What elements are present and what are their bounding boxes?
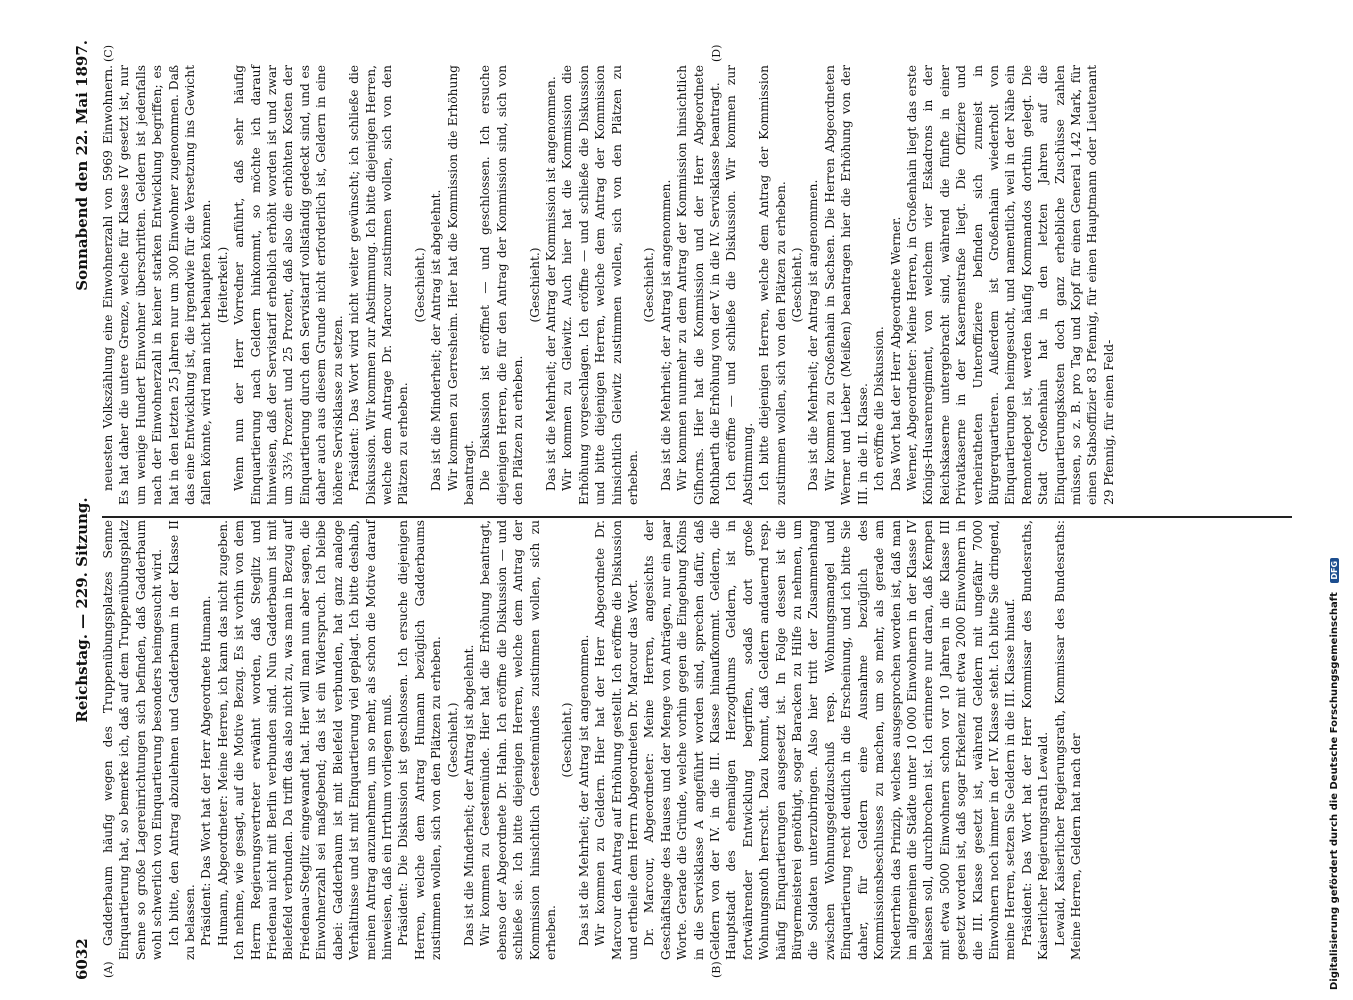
paragraph: (Geschieht.) [560, 702, 575, 778]
paragraph: Ich eröffne die Diskussion. [872, 326, 887, 491]
paragraph: neuesten Volkszählung eine Einwohnerzahl von 5969 Einwohnern. Es hat daher die untere Grenze, welche für Klasse IV gesetzt ist, nur um wenige Hundert Einwohner überschritten. Geldern ist jedenfalls nach der Einwohnerzahl in keiner starken Entwicklung begriffen; es hat in den letzten 25 Jahren nur um 300 Einwohner zugenommen. Daß das eine Entwicklung ist, die irgendwie für die Versetzung ins Gewicht fallen könnte, wird man nicht behaupten können. [101, 65, 214, 505]
paragraph: Das ist die Mehrheit; der Antrag ist angenommen. [576, 634, 591, 946]
paragraph: Wir kommen zu Geldern. Hier hat der Herr Abgeordnete Dr. Marcour den Antrag auf Erhöhung gestellt. Ich eröffne die Diskussion und ertheile dem Herrn Abgeordneten Dr. Marcour das Wort. [593, 520, 640, 960]
paragraph: Wir kommen zu Gleiwitz. Auch hier hat die Kommission die Erhöhung vorgeschlagen. Ich eröffne — und schließe die Diskussion und bitte diejenigen Herren, welche dem Antrag der Kommission hinsichtlich Gleiwitz zustimmen wollen, sich von den Plätzen zu erheben. [560, 65, 640, 505]
paragraph: Das ist die Minderheit; der Antrag ist abgelehnt. [429, 189, 444, 491]
paragraph: Gadderbaum häufig wegen des Truppenübungsplatzes Senne Einquartierung hat, so bemerke ich, daß auf dem Truppenübungsplatz Senne so große Lagereinrichtungen sich befinden, daß Gadderbaum wohl schwerlich von Einquartierung besonders heimgesucht wird. [101, 520, 165, 960]
paragraph: Das ist die Mehrheit; der Antrag ist angenommen. [658, 179, 673, 491]
margin-marker-a: (A) [102, 961, 115, 978]
paragraph: Präsident: Das Wort hat der Herr Abgeordnete Humann. [199, 595, 214, 946]
paragraph: Die Diskussion ist eröffnet — und geschlossen. Ich ersuche diejenigen Herren, die für den Antrag der Kommission sind, sich von den Plätzen zu erheben. [478, 65, 526, 505]
session-date: Sonnabend den 22. Mai 1897. [73, 40, 91, 291]
paragraph: (Geschieht.) [790, 247, 805, 323]
credit-text: Digitalisierung gefördert durch die Deutsche Forschungsgemeinschaft [1329, 592, 1340, 990]
paragraph: Wenn nun der Herr Vorredner anführt, daß sehr häufig Einquartierung nach Geldern hinkommt, so möchte ich darauf hinweisen, daß der Servistarif erheblich erhöht worden ist und zwar um 33⅓ Prozent und 25 Prozent, daß also die erhöhten Kosten der Einquartierung durch den Servistarif vollständig gedeckt sind, und es daher auch aus diesem Grunde nicht erforderlich ist, Geldern in eine höhere Servisklasse zu setzen. [232, 65, 345, 505]
right-text-column [100, 65, 1117, 505]
left-text-column [100, 520, 1084, 960]
paragraph: Präsident: Die Diskussion ist geschlossen. Ich ersuche diejenigen Herren, welche dem Antrag Humann bezüglich Gadderbaums zustimmen wollen, sich von den Plätzen zu erheben. [396, 520, 444, 960]
paragraph: (Geschieht.) [527, 247, 542, 323]
paragraph: (Geschieht.) [412, 247, 427, 323]
paragraph: (Heiterkeit.) [215, 246, 230, 324]
paragraph: Das ist die Mehrheit; der Antrag ist angenommen. [806, 179, 821, 491]
rotated-page-content [70, 40, 1330, 980]
paragraph: Wir kommen nunmehr zu dem Antrag der Kommission hinsichtlich Gifhorns. Hier hat die Kommission und der Herr Abgeordnete Rothbarth die Erhöhung von der V. in die IV. Servisklasse beantragt. [675, 65, 723, 505]
column-divider [102, 516, 1292, 518]
digitization-credit [1323, 0, 1353, 1000]
paragraph: Werner, Abgeordneter: Meine Herren, in Großenhain liegt das erste Königs-Husarenregiment, von welchem vier Eskadrons in der Reichskaserne untergebracht sind, während die fünfte in einer Privatkaserne in der Kasernenstraße liegt. Die Offiziere und verheiratheten Unteroffiziere befinden sich zumeist in Bürgerquartieren. Außerdem ist Großenhain wiederholt von Einquartierungen heimgesucht, und namentlich, weil in der Nähe ein Remontedepot ist, werden häufig Kommandos dorthin gelegt. Die Stadt Großenhain hat in den letzten Jahren auf die Einquartierungskosten doch ganz erhebliche Zuschüsse zahlen müssen, so z. B. pro Tag und Kopf für einen General 1,42 Mark, für einen Stabsoffizier 83 Pfennig, für einen Hauptmann oder Lieutenant 29 Pfennig, für einen Feld- [904, 65, 1116, 505]
paragraph: Humann, Abgeordneter: Meine Herren, ich kann das nicht zugeben. Ich nehme, wie gesagt, auf die Motive Bezug. Es ist vorhin von dem Herrn Regierungsvertreter erwähnt worden, daß Steglitz und Friedenau nicht mit Berlin verbunden sind. Nun Gadderbaum ist mit Bielefeld verbunden. Da trifft das also nicht zu, was man in Bezug auf Friedenau-Steglitz eingewandt hat. Hier will man nun aber sagen, die Einwohnerzahl sei maßgebend; das ist ein Widerspruch. Ich bleibe dabei: Gadderbaum ist mit Bielefeld verbunden, hat ganz analoge Verhältnisse und ist mit Einquartierung viel geplagt. Ich bitte deshalb, meinen Antrag anzunehmen, um so mehr, als schon die Motive darauf hinweisen, daß ein Irrthum vorliegen muß. [215, 520, 394, 960]
page-number: 6032 [73, 938, 91, 980]
dfg-logo: DFG [1330, 558, 1339, 583]
paragraph: Dr. Marcour, Abgeordneter: Meine Herren, angesichts der Geschäftslage des Hauses und der Menge von Anträgen, nur ein paar Worte. Gerade die Gründe, welche vorhin gegen die Eingebung Kölns in die Servisklasse A angeführt worden sind, sprechen dafür, daß Geldern von der IV. in die III. Klasse hinaufkommt. Geldern, die Hauptstadt des ehemaligen Herzogthums Geldern, ist in fortwährender Entwicklung begriffen, sodaß dort große Wohnungsnoth herrscht. Dazu kommt, daß Geldern andauernd resp. häufig Einquartierungen ausgesetzt ist. In Folge dessen ist die Bürgermeisterei genöthigt, sogar Baracken zu Hilfe zu nehmen, um die Soldaten unterzubringen. Also hier tritt der Zusammenhang zwischen Wohnungsgeldzuschuß resp. Wohnungsmangel und Einquartierung recht deutlich in die Erscheinung, und ich bitte Sie daher, für Geldern eine Ausnahme bezüglich des Kommissionsbeschlusses zu machen, um so mehr, als gerade am Niederrhein das Prinzip, welches ausgesprochen worden ist, daß man im allgemeinen die Städte unter 10 000 Einwohnern in der Klasse IV belassen soll, durchbrochen ist. Ich erinnere nur daran, daß Kempen mit etwa 5000 Einwohnern schon vor 10 Jahren in die Klasse III gesetzt worden ist, daß sogar Erkelenz mit etwa 2000 Einwohnern in die III. Klasse gesetzt ist, während Geldern mit ungefähr 7000 Einwohnern noch immer in der IV. Klasse steht. Ich bitte Sie dringend, meine Herren, setzen Sie Geldern in die III. Klasse hinauf. [642, 520, 1018, 960]
paragraph: Wir kommen zu Gerresheim. Hier hat die Kommission die Erhöhung beantragt. [445, 65, 476, 505]
page-header [70, 40, 94, 980]
margin-marker-c: (C) [102, 45, 115, 62]
session-title: Reichstag. — 229. Sitzung. [73, 497, 91, 723]
paragraph: (Geschieht.) [445, 702, 460, 778]
paragraph: Das ist die Mehrheit; der Antrag der Kommission ist angenommen. [543, 76, 558, 491]
paragraph: Ich bitte, den Antrag abzulehnen und Gadderbaum in der Klasse II zu belassen. [166, 520, 198, 960]
paragraph: Das ist die Minderheit; der Antrag ist abgelehnt. [461, 644, 476, 946]
paragraph: Präsident: Das Wort hat der Herr Kommissar des Bundesraths, Kaiserlicher Regierungsrath Lewald. [1019, 520, 1051, 960]
paragraph: Ich bitte diejenigen Herren, welche dem Antrag der Kommission zustimmen wollen, sich von den Plätzen zu erheben. [757, 65, 788, 505]
paragraph: (Geschieht.) [642, 247, 657, 323]
paragraph: Wir kommen zu Geestemünde. Hier hat die Erhöhung beantragt, ebenso der Abgeordnete Dr. Hahn. Ich eröffne die Diskussion — und schließe sie. Ich bitte diejenigen Herren, welche dem Antrag der Kommission hinsichtlich Geestemündes zustimmen wollen, sich zu erheben. [478, 520, 558, 960]
paragraph: Präsident: Das Wort wird nicht weiter gewünscht; ich schließe die Diskussion. Wir kommen zur Abstimmung. Ich bitte diejenigen Herren, welche dem Antrage Dr. Marcour zustimmen wollen, sich von den Plätzen zu erheben. [347, 65, 411, 505]
paragraph: Das Wort hat der Herr Abgeordnete Werner. [888, 216, 903, 491]
margin-marker-b: (B) [710, 961, 723, 978]
paragraph: Ich eröffne — und schließe die Diskussion. Wir kommen zur Abstimmung. [724, 65, 755, 505]
margin-marker-d: (D) [710, 44, 723, 62]
paragraph: Lewald, Kaiserlicher Regierungsrath, Kommissar des Bundesraths: Meine Herren, Geldern hat nach der [1052, 520, 1083, 960]
paragraph: Wir kommen zu Großenhain in Sachsen. Die Herren Abgeordneten Werner und Lieber (Meißen) beantragen hier die Erhöhung von der III. in die II. Klasse. [822, 65, 870, 505]
